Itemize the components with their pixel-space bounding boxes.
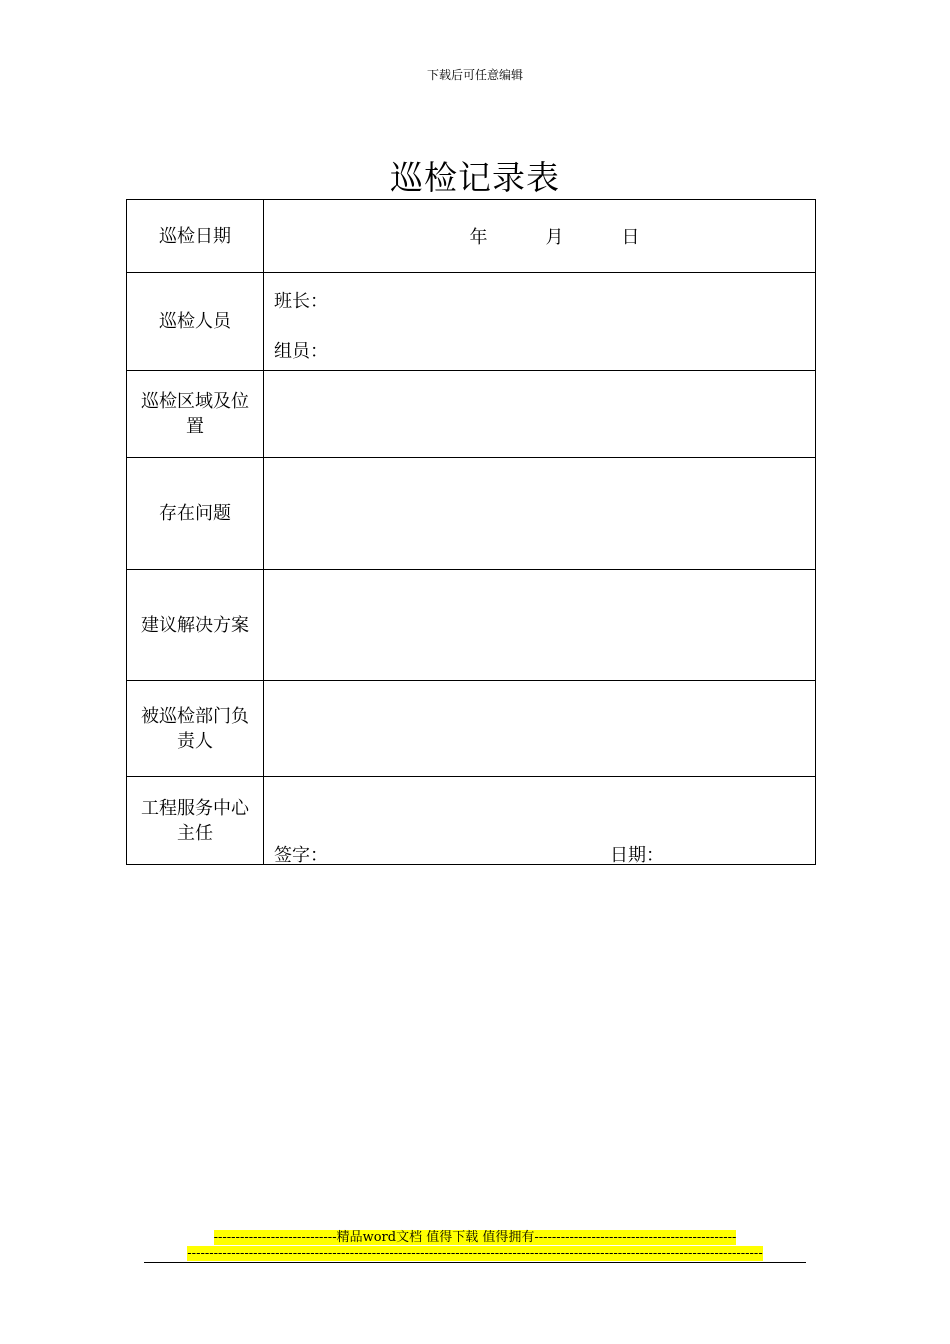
row-inspection-area bbox=[127, 371, 816, 458]
footer-rule bbox=[144, 1262, 806, 1263]
label-existing-issues: 存在问题 bbox=[127, 458, 264, 570]
field-inspection-personnel[interactable] bbox=[264, 273, 816, 371]
field-department-head[interactable] bbox=[264, 681, 816, 777]
row-suggested-solution bbox=[127, 570, 816, 681]
label-department-head: 被巡检部门负责人 bbox=[127, 681, 264, 777]
row-inspection-personnel bbox=[127, 273, 816, 371]
date-year: 年 bbox=[469, 227, 488, 248]
row-existing-issues bbox=[127, 458, 816, 570]
row-inspection-date bbox=[127, 200, 816, 273]
date-day: 日 bbox=[621, 227, 640, 248]
field-suggested-solution[interactable] bbox=[264, 570, 816, 681]
team-member-label: 组员： bbox=[274, 341, 328, 362]
signature-label: 签字： bbox=[274, 845, 328, 866]
page-title: 巡检记录表 bbox=[390, 158, 560, 197]
field-inspection-date[interactable] bbox=[264, 200, 816, 273]
signature-date-label: 日期： bbox=[610, 845, 664, 866]
row-department-head bbox=[127, 681, 816, 777]
inspection-form-table bbox=[126, 199, 816, 865]
label-suggested-solution: 建议解决方案 bbox=[127, 570, 264, 681]
footer-banner-line-1: ----------------------------精品word文档 值得下载 值得拥有---------------------------------------------- bbox=[213, 1230, 737, 1245]
label-center-director: 工程服务中心主任 bbox=[127, 777, 264, 865]
row-center-director bbox=[127, 777, 816, 865]
footer-banner-line-2: ----------------------------------------------------------------------------------------------------------------------------------- bbox=[187, 1246, 763, 1261]
label-inspection-date: 巡检日期 bbox=[127, 200, 264, 273]
header-note: 下载后可任意编辑 bbox=[426, 68, 523, 82]
field-existing-issues[interactable] bbox=[264, 458, 816, 570]
date-month: 月 bbox=[545, 227, 564, 248]
team-lead-label: 班长： bbox=[274, 291, 328, 312]
label-inspection-personnel: 巡检人员 bbox=[127, 273, 264, 371]
field-center-director[interactable] bbox=[264, 777, 816, 865]
field-inspection-area[interactable] bbox=[264, 371, 816, 458]
label-inspection-area: 巡检区域及位置 bbox=[127, 371, 264, 458]
